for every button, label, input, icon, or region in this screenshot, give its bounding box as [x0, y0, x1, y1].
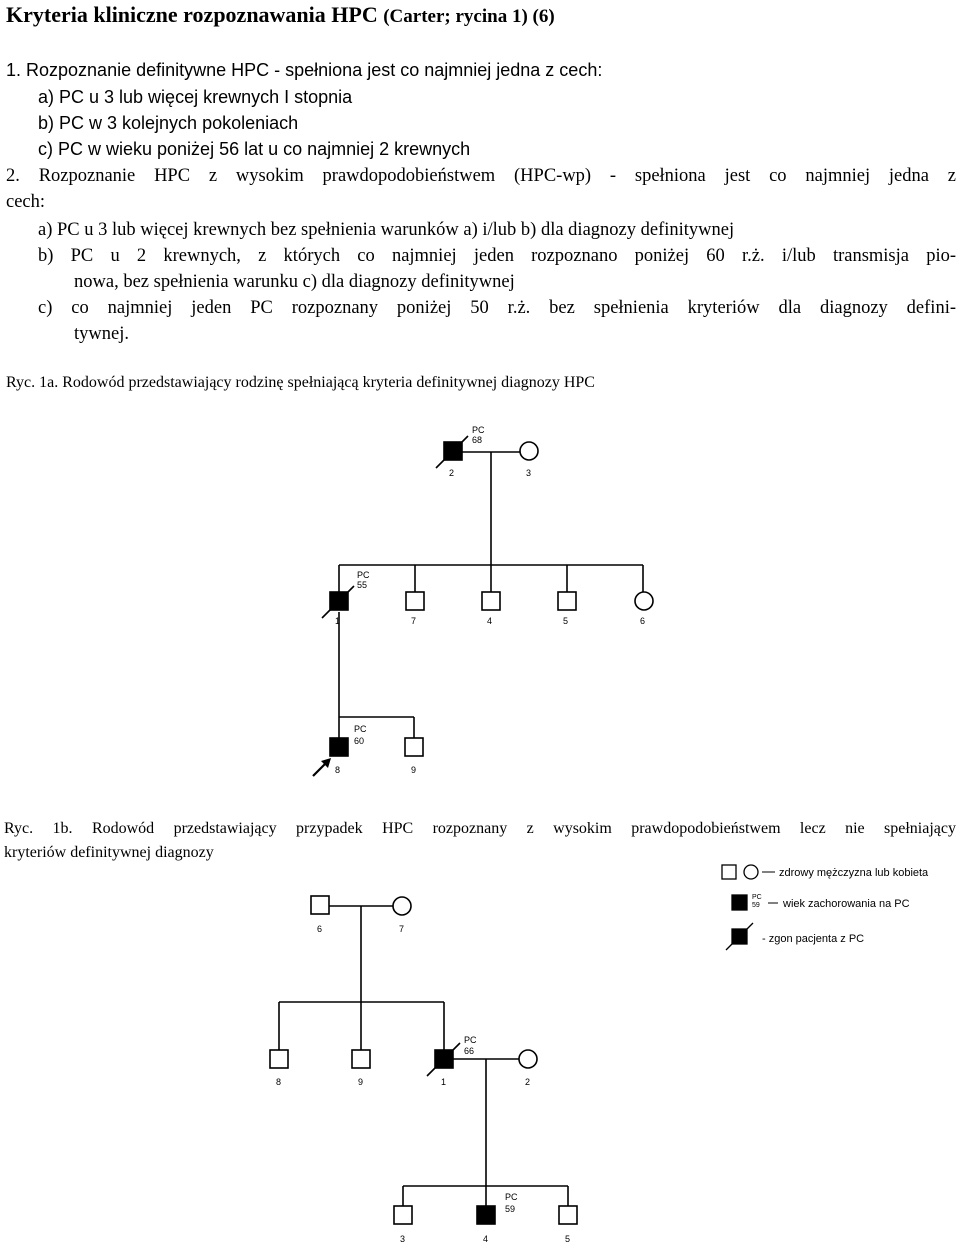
individual-number: 8: [276, 1077, 282, 1087]
individual-number: 6: [640, 616, 646, 626]
individual-number: 4: [483, 1234, 489, 1244]
figure-1a-caption: Ryc. 1a. Rodowód przedstawiający rodzinę spełniającą kryteria definitywnej diagnozy HPC: [6, 374, 595, 391]
individual-number: 6: [317, 924, 323, 934]
criteria-2-item-c: c) co najmniej jeden PC rozpoznany poniżej 50 r.ż. bez spełnienia kryteriów dla diagnozy defini-: [38, 298, 956, 318]
female-6: [635, 592, 653, 610]
male-7: [406, 592, 424, 610]
individual-number: 9: [358, 1077, 364, 1087]
criteria-1-item-a: a) PC u 3 lub więcej krewnych I stopnia: [38, 87, 353, 107]
female-2: [519, 1050, 537, 1068]
male-5: [559, 1206, 577, 1224]
male-4: [482, 592, 500, 610]
age-label: 59: [505, 1204, 516, 1214]
individual-number: 3: [526, 468, 532, 478]
page-title: Kryteria kliniczne rozpoznawania HPC (Carter; rycina 1) (6): [6, 2, 555, 27]
proband-arrow: [313, 758, 331, 776]
pc-label: PC: [464, 1035, 477, 1045]
individual-number: 5: [563, 616, 569, 626]
legend-death-label: - zgon pacjenta z PC: [762, 933, 865, 945]
pc-label: PC: [354, 724, 367, 734]
criteria-1-heading: 1. Rozpoznanie definitywne HPC - spełniona jest co najmniej jedna z cech:: [6, 60, 603, 80]
deceased-slash: [322, 586, 354, 618]
male-9: [405, 738, 423, 756]
criteria-2-item-a: a) PC u 3 lub więcej krewnych bez spełnienia warunków a) i/lub b) dla diagnozy definitywnej: [38, 220, 735, 240]
legend-age-label: wiek zachorowania na PC: [783, 898, 910, 910]
individual-number: 1: [441, 1077, 447, 1087]
male-8: [270, 1050, 288, 1068]
individual-number: 1: [335, 616, 341, 626]
figure-1b-caption-cont: kryteriów definitywnej diagnozy: [4, 844, 214, 861]
criteria-1-item-b: b) PC w 3 kolejnych pokoleniach: [38, 113, 299, 133]
female-7: [393, 897, 411, 915]
age-label: 55: [357, 580, 368, 590]
male-3: [394, 1206, 412, 1224]
age-label: 68: [472, 435, 483, 445]
affected-male-8: [330, 738, 348, 756]
criteria-2-item-c-cont: tywnej.: [74, 324, 129, 344]
criteria-2-item-b: b) PC u 2 krewnych, z których co najmniej jeden rozpoznano poniżej 60 r.ż. i/lub transmisja pio-: [38, 246, 956, 266]
male-6: [311, 896, 329, 914]
individual-number: 7: [399, 924, 405, 934]
male-9: [352, 1050, 370, 1068]
age-label: 66: [464, 1046, 475, 1056]
male-5: [558, 592, 576, 610]
individual-number: 3: [400, 1234, 406, 1244]
affected-male-4: [477, 1206, 495, 1224]
individual-number: 9: [411, 765, 417, 775]
individual-number: 4: [487, 616, 493, 626]
legend-pc-mini: PC: [752, 894, 762, 901]
age-label: 60: [354, 736, 365, 746]
criteria-1-item-c: c) PC w wieku poniżej 56 lat u co najmniej 2 krewnych: [38, 139, 471, 159]
figure-1b-caption: Ryc. 1b. Rodowód przedstawiający przypadek HPC rozpoznany z wysokim prawdopodobieństwem lecz nie spełniający: [4, 820, 956, 837]
pc-label: PC: [357, 570, 370, 580]
legend-healthy-label: zdrowy mężczyzna lub kobieta: [779, 867, 929, 879]
criteria-2-item-b-cont: nowa, bez spełnienia warunku c) dla diagnozy definitywnej: [74, 272, 515, 292]
individual-number: 2: [525, 1077, 531, 1087]
individual-number: 5: [565, 1234, 571, 1244]
criteria-2-heading-cont: cech:: [6, 192, 46, 212]
pedigree-1a: [0, 400, 960, 800]
individual-number: 2: [449, 468, 455, 478]
female-3: [520, 442, 538, 460]
legend-age-mini: 59: [752, 902, 760, 909]
pedigree-1b: [0, 876, 960, 1251]
pc-label: PC: [472, 425, 485, 435]
individual-number: 7: [411, 616, 417, 626]
criteria-2-heading: 2. Rozpoznanie HPC z wysokim prawdopodobieństwem (HPC-wp) - spełniona jest co najmniej jedna z: [6, 166, 956, 186]
pc-label: PC: [505, 1192, 518, 1202]
individual-number: 8: [335, 765, 341, 775]
